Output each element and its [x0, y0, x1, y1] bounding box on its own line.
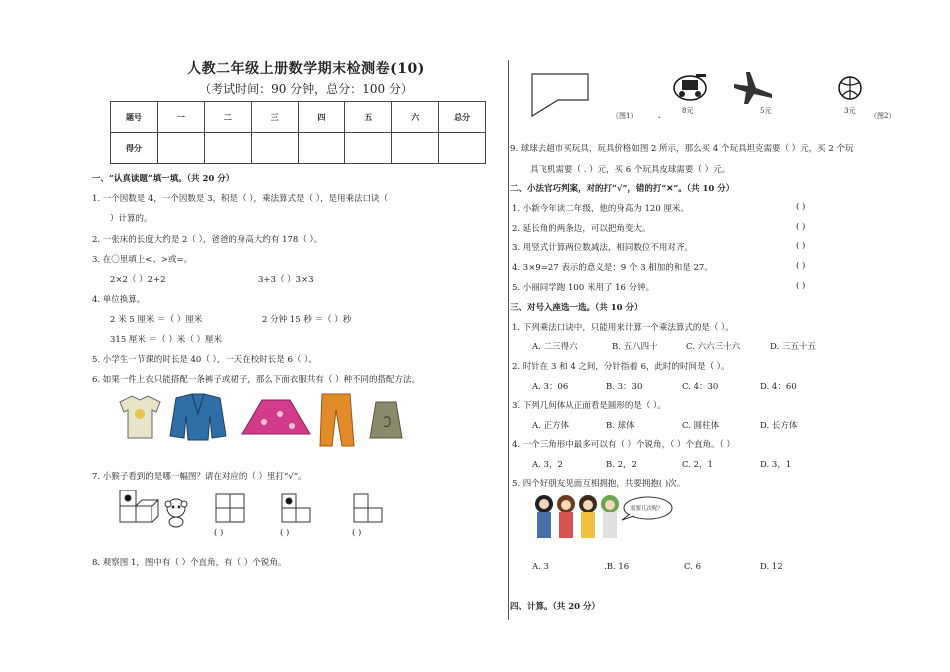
question-4b: 2 分钟 15 秒 ＝（ ）秒: [262, 315, 352, 325]
option[interactable]: B. 球体: [606, 421, 635, 431]
option[interactable]: A. 3，2: [532, 460, 563, 470]
option[interactable]: D. 12: [760, 562, 783, 572]
option[interactable]: A. 3: [532, 562, 549, 572]
score-table: [110, 101, 486, 164]
pants-icon: [320, 394, 354, 446]
table-cell: 五: [345, 102, 392, 133]
table-header-row: [111, 102, 486, 133]
judge-bracket[interactable]: ( ): [796, 281, 806, 291]
judge-item-1: 1. 小新今年读二年级，他的身高为 120 厘米。: [512, 204, 689, 214]
answer-bracket[interactable]: ( ): [280, 528, 290, 538]
airplane-price: 5元: [760, 107, 772, 115]
judge-bracket[interactable]: ( ): [796, 222, 806, 232]
judge-item-3: 3. 用竖式计算两位数减法，相同数位不用对齐。: [512, 243, 693, 253]
section-1-heading: 一、“认真读题”填一填。（共 20 分）: [92, 174, 235, 184]
figure-dot: .: [658, 111, 661, 120]
option[interactable]: D. 三五十五: [770, 342, 816, 352]
airplane-icon: [734, 72, 772, 104]
answer-bracket[interactable]: ( ): [214, 528, 224, 538]
score-cell[interactable]: [204, 133, 251, 164]
option[interactable]: C. 2，1: [682, 460, 713, 470]
judge-item-4: 4. 3×9=27 表示的意义是：9 个 3 相加的和是 27。: [512, 263, 713, 273]
judge-item-5: 5. 小丽同学跑 100 米用了 16 分钟。: [512, 283, 655, 293]
table-row: [111, 133, 486, 164]
option[interactable]: C. 6: [684, 562, 702, 572]
question-9: 9. 球球去超市买玩具，玩具价格如图 2 所示，那么买 4 个玩具坦克需要（ ）元，买 2 个玩: [510, 144, 854, 154]
question-4: 4. 单位换算。: [92, 295, 146, 305]
option[interactable]: A. 3：06: [532, 382, 569, 392]
tank-price: 8元: [682, 107, 694, 115]
option[interactable]: C. 4：30: [682, 382, 719, 392]
choice-question-2: 2. 时针在 3 和 4 之间，分针指着 6，此时的时间是（ ）。: [512, 362, 730, 372]
judge-bracket[interactable]: ( ): [796, 261, 806, 271]
view-c-icon: [354, 494, 382, 522]
kids-icon: [535, 495, 619, 538]
question-4c: 315 厘米 ＝（ ）米（ ）厘米: [110, 335, 223, 345]
clothes-illustration: [114, 392, 474, 448]
friends-illustration: [530, 490, 676, 542]
ball-price: 3元: [844, 107, 856, 115]
question-7: 7. 小猴子看到的是哪一幅图？请在对应的（ ）里打“√”。: [92, 472, 307, 482]
grey-skirt-icon: [370, 402, 402, 438]
choice-question-3: 3. 下列几何体从正面看是圆形的是（ ）。: [512, 401, 666, 411]
option[interactable]: B. 3：30: [606, 382, 643, 392]
option[interactable]: B. 五八四十: [612, 342, 658, 352]
option[interactable]: C. 圆柱体: [682, 421, 720, 431]
answer-bracket[interactable]: ( ): [352, 528, 362, 538]
option[interactable]: D. 长方体: [760, 421, 798, 431]
toy-images: [668, 66, 868, 108]
question-9-cont: 具飞机需要（ . ）元，买 6 个玩具皮球需要（ ）元。: [530, 165, 731, 175]
score-cell[interactable]: [157, 133, 204, 164]
table-cell: 一: [157, 102, 204, 133]
table-cell: 六: [392, 102, 439, 133]
choice-question-4: 4. 一个三角形中最多可以有（ ）个锐角，（ ）个直角。（ ）: [512, 440, 735, 450]
choice-question-1: 1. 下列乘法口诀中，只能用来计算一个乘法算式的是（ ）。: [512, 323, 734, 333]
table-cell: 二: [204, 102, 251, 133]
column-divider: [508, 60, 509, 620]
question-4a: 2 米 5 厘米 ＝（ ）厘米: [110, 315, 203, 325]
figure-1-shape: [530, 72, 594, 118]
question-5: 5. 小学生一节课的时长是 40（ ），一天在校时长是 6（ ）。: [92, 355, 317, 365]
figure-2-label: （图2）: [870, 112, 896, 120]
table-cell: 题号: [111, 102, 158, 133]
question-3b: 3+3（ ）3×3: [258, 275, 314, 285]
judge-item-2: 2. 延长角的两条边，可以把角变大。: [512, 224, 651, 234]
question-1: 1. 一个因数是 4，一个因数是 3，积是（ ），乘法算式是（ ），是用乘法口诀（: [92, 194, 388, 204]
option[interactable]: .B. 16: [604, 562, 630, 572]
section-4-heading: 四、计算。（共 20 分）: [510, 602, 600, 612]
judge-bracket[interactable]: ( ): [796, 202, 806, 212]
option[interactable]: C. 六六三十六: [686, 342, 741, 352]
section-3-heading: 三、对号入座选一选。（共 10 分）: [510, 303, 643, 313]
speech-bubble-text: 需要几次呢？: [630, 506, 664, 512]
question-6: 6. 如果一件上衣只能搭配一条裤子或裙子，那么下面衣服共有（ ）种不同的搭配方法。: [92, 375, 421, 385]
ball-icon: [839, 77, 861, 99]
table-cell: 得分: [111, 133, 158, 164]
option[interactable]: A. 二三得六: [532, 342, 578, 352]
figure-1-label: （图1）: [612, 112, 638, 120]
score-cell[interactable]: [439, 133, 486, 164]
choice-question-5: 5. 四个好朋友见面互相拥抱，共要拥抱( )次。: [512, 479, 686, 489]
monkey-icon: [165, 499, 187, 527]
cube-stack-icon: [120, 490, 158, 522]
question-1-cont: ）计算的。: [110, 214, 153, 224]
t-shirt-icon: [120, 396, 160, 438]
judge-bracket[interactable]: ( ): [796, 241, 806, 251]
section-2-heading: 二、小法官巧判案，对的打“√”，错的打“✕”。（共 10 分）: [510, 184, 735, 194]
table-cell: 四: [298, 102, 345, 133]
table-cell: 总分: [439, 102, 486, 133]
question-3a: 2×2（ ）2+2: [110, 275, 166, 285]
question-8: 8. 观察图 1，图中有（ ）个直角，有（ ）个锐角。: [92, 558, 287, 568]
option[interactable]: A. 正方体: [532, 421, 570, 431]
option[interactable]: D. 4：60: [760, 382, 797, 392]
score-cell[interactable]: [345, 133, 392, 164]
page-title: 人教二年级上册数学期末检测卷(10): [187, 61, 425, 77]
table-cell: 三: [251, 102, 298, 133]
view-a-icon: [216, 494, 244, 522]
pink-skirt-icon: [242, 400, 310, 434]
score-cell[interactable]: [298, 133, 345, 164]
cubes-and-views: [118, 490, 388, 530]
option[interactable]: B. 2，2: [606, 460, 637, 470]
view-b-icon: [282, 494, 310, 522]
question-3: 3. 在〇里填上<、>或=。: [92, 255, 193, 265]
option[interactable]: D. 3，1: [760, 460, 792, 470]
jacket-icon: [170, 394, 226, 440]
tank-icon: [674, 74, 706, 100]
score-cell[interactable]: [251, 133, 298, 164]
question-2: 2. 一张床的长度大约是 2（ ），爸爸的身高大约有 178（ ）。: [92, 235, 323, 245]
score-cell[interactable]: [392, 133, 439, 164]
exam-info: （考试时间：90 分钟，总分：100 分）: [199, 82, 413, 96]
